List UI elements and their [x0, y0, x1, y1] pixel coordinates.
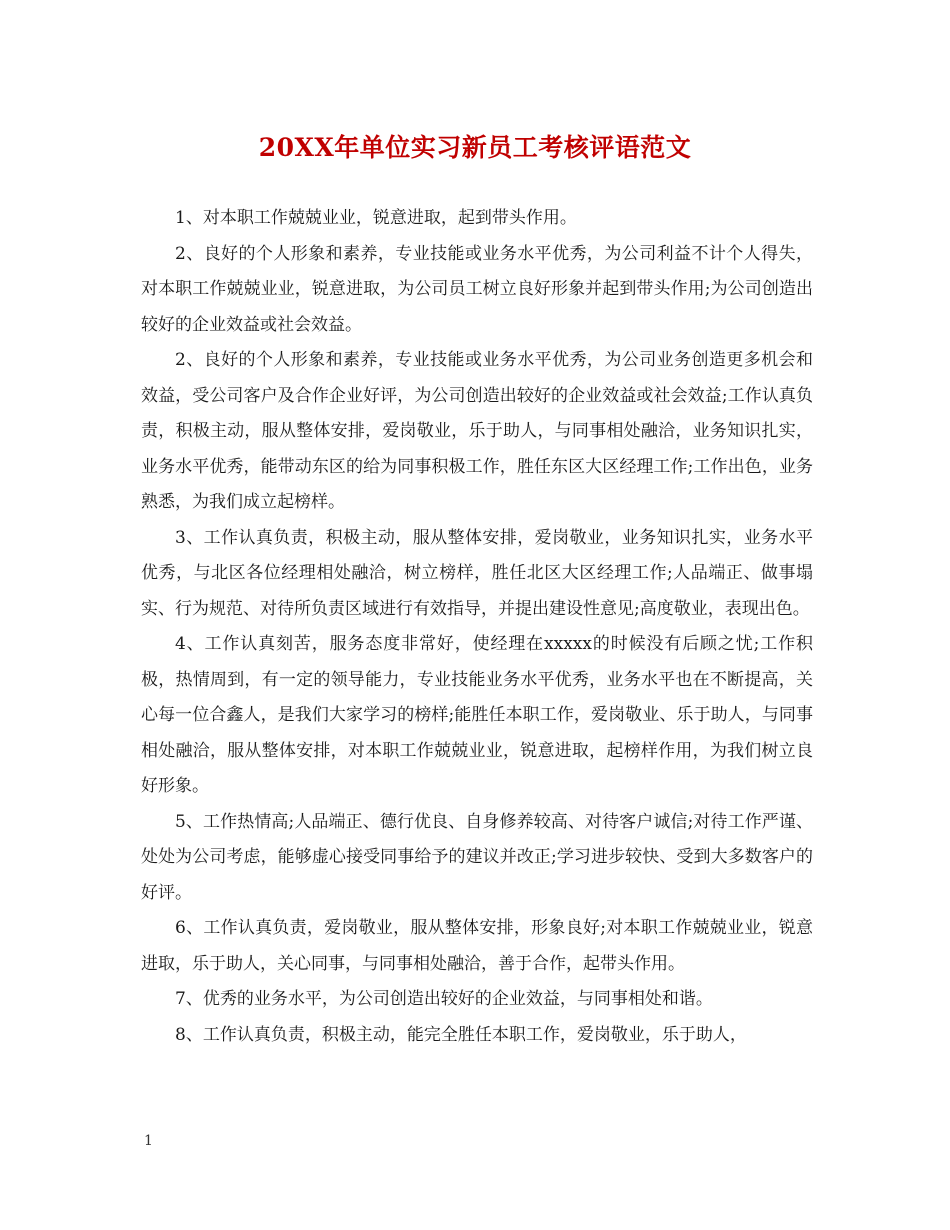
page-number: 1	[144, 1133, 153, 1149]
paragraph-2: 2、良好的个人形象和素养，专业技能或业务水平优秀，为公司利益不计个人得失，对本职工作兢兢业业，锐意进取，为公司员工树立良好形象并起到带头作用;为公司创造出较好的企业效益或社会效益。	[141, 243, 813, 335]
paragraph-1: 1、对本职工作兢兢业业，锐意进取，起到带头作用。	[175, 208, 577, 228]
paragraph-6: 5、工作热情高;人品端正、德行优良、自身修养较高、对待客户诚信;对待工作严谨、处处为公司考虑，能够虚心接受同事给予的建议并改正;学习进步较快、受到大多数客户的好评。	[141, 811, 813, 903]
paragraph-4: 3、工作认真负责，积极主动，服从整体安排，爱岗敬业，业务知识扎实，业务水平优秀，与北区各位经理相处融洽，树立榜样，胜任北区大区经理工作;人品端正、做事塌实、行为规范、对待所负责区域进行有效指导，并提出建设性意见;高度敬业，表现出色。	[141, 527, 813, 619]
paragraph-3: 2、良好的个人形象和素养，专业技能或业务水平优秀，为公司业务创造更多机会和效益，受公司客户及合作企业好评，为公司创造出较好的企业效益或社会效益;工作认真负责，积极主动，服从整体安排，爱岗敬业，乐于助人，与同事相处融洽，业务知识扎实，业务水平优秀，能带动东区的给为同事积极工作，胜任东区大区经理工作;工作出色，业务熟悉，为我们成立起榜样。	[141, 350, 813, 512]
paragraph-9: 8、工作认真负责，积极主动，能完全胜任本职工作，爱岗敬业，乐于助人，	[175, 1024, 747, 1045]
paragraph-5: 4、工作认真刻苦，服务态度非常好，使经理在xxxxx的时候没有后顾之忧;工作积极，热情周到，有一定的领导能力，专业技能业务水平优秀，业务水平也在不断提高，关心每一位合鑫人，是我们大家学习的榜样;能胜任本职工作，爱岗敬业、乐于助人，与同事相处融洽，服从整体安排，对本职工作兢兢业业，锐意进取，起榜样作用，为我们树立良好形象。	[141, 634, 813, 796]
paragraph-8: 7、优秀的业务水平，为公司创造出较好的企业效益，与同事相处和谐。	[175, 989, 713, 1009]
paragraph-7: 6、工作认真负责，爱岗敬业，服从整体安排，形象良好;对本职工作兢兢业业，锐意进取，乐于助人，关心同事，与同事相处融洽，善于合作，起带头作用。	[141, 918, 813, 974]
page-title: 20XX年单位实习新员工考核评语范文	[258, 133, 692, 162]
document-body	[141, 201, 813, 1053]
